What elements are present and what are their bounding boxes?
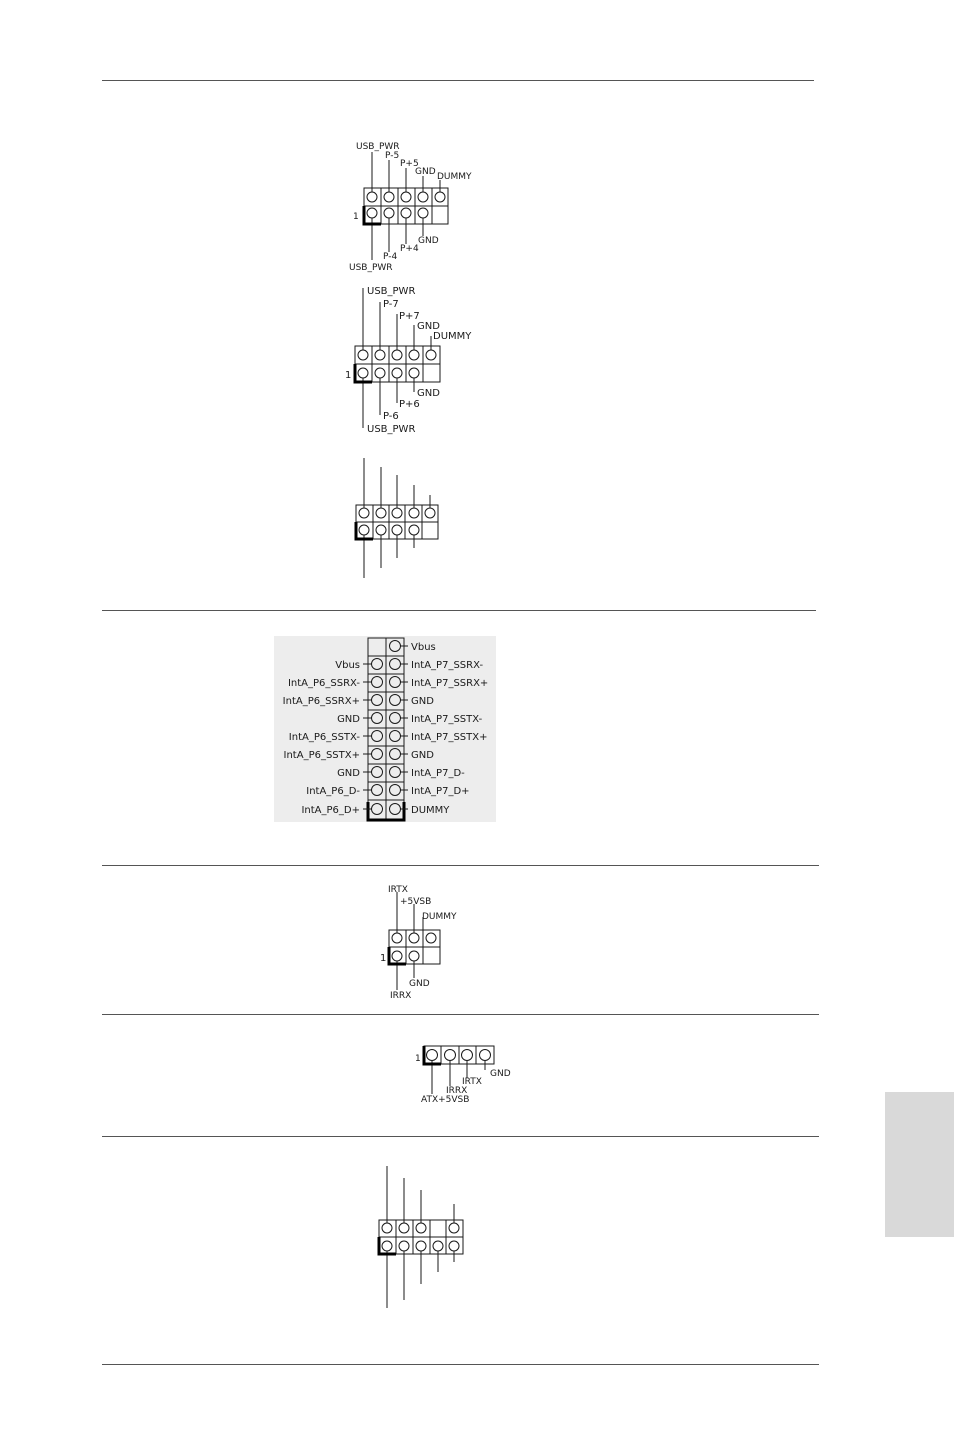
pin-label: USB_PWR — [367, 424, 416, 435]
pin-label: IntA_P6_SSTX+ — [283, 750, 360, 761]
pin-label: IntA_P6_D- — [306, 786, 360, 797]
pin-label: P-7 — [383, 299, 399, 310]
cir-header-diagram — [410, 1044, 510, 1106]
pin-label: GND — [490, 1069, 511, 1079]
section-rule-bottom-header — [102, 1136, 819, 1137]
pin-label: USB_PWR — [349, 263, 393, 273]
pin-label: USB_PWR — [367, 286, 416, 297]
pin-label: P+6 — [399, 399, 420, 410]
pin-label: IRTX — [462, 1077, 482, 1087]
pin-label: IntA_P7_D+ — [411, 786, 470, 797]
pin-label: GND — [411, 696, 434, 707]
unlabeled-header-diagram — [340, 455, 460, 580]
bottom-rule — [102, 1364, 819, 1365]
pin-label: GND — [337, 768, 360, 779]
usb-header-2-diagram — [340, 282, 490, 437]
pin-label: IntA_P7_SSTX+ — [411, 732, 488, 743]
usb-header-1-diagram — [340, 140, 490, 272]
pin-label: Vbus — [335, 660, 360, 671]
pin-label: ATX+5VSB — [421, 1095, 470, 1105]
section-rule-usb3 — [102, 610, 816, 611]
pin-label: IntA_P6_SSTX- — [288, 732, 360, 743]
audio-header-diagram — [370, 1160, 480, 1310]
pin-label: IRTX — [388, 885, 408, 895]
pin-label: GND — [418, 236, 439, 246]
pin-label: IntA_P7_SSTX- — [411, 714, 483, 725]
pin-label: IRRX — [390, 991, 412, 1001]
pin-label: P-6 — [383, 411, 399, 422]
pin-label: IntA_P7_SSRX+ — [411, 678, 489, 689]
pin-label: P-5 — [385, 151, 400, 161]
pin-label: Vbus — [411, 642, 436, 653]
section-rule-ir — [102, 865, 819, 866]
top-rule — [102, 80, 814, 81]
pin-label: P+7 — [399, 311, 420, 322]
pin-label: IntA_P6_D+ — [301, 805, 360, 816]
pin-label: DUMMY — [437, 172, 472, 182]
pin-label: GND — [415, 167, 436, 177]
ir-header-diagram — [378, 882, 488, 1002]
pin-label: IntA_P6_SSRX+ — [282, 696, 360, 707]
pin-label: DUMMY — [422, 912, 457, 922]
side-tab — [885, 1092, 954, 1237]
pin-label: DUMMY — [433, 331, 472, 342]
pin-label: P-4 — [383, 252, 398, 262]
pin-label: IntA_P7_D- — [411, 768, 465, 779]
pin1-mark: 1 — [345, 370, 352, 381]
pin-label: GND — [411, 750, 434, 761]
pin-label: +5VSB — [400, 897, 432, 907]
section-rule-cir — [102, 1014, 819, 1015]
pin-label: GND — [337, 714, 360, 725]
pin1-mark: 1 — [353, 212, 359, 222]
pin1-mark: 1 — [415, 1054, 421, 1064]
pin-label: GND — [417, 388, 440, 399]
pin-label: USB_PWR — [356, 142, 400, 152]
pin1-mark: 1 — [380, 953, 387, 964]
pin-label: IRRX — [446, 1086, 468, 1096]
pin-label: GND — [409, 979, 430, 989]
pin-label: P+4 — [400, 244, 419, 254]
pin-label: IntA_P6_SSRX- — [287, 678, 360, 689]
pin-label: P+5 — [400, 159, 419, 169]
pin-label: GND — [417, 321, 440, 332]
pin-label: IntA_P7_SSRX- — [411, 660, 484, 671]
usb3-header-diagram — [274, 636, 496, 822]
pin-label: DUMMY — [411, 805, 450, 816]
